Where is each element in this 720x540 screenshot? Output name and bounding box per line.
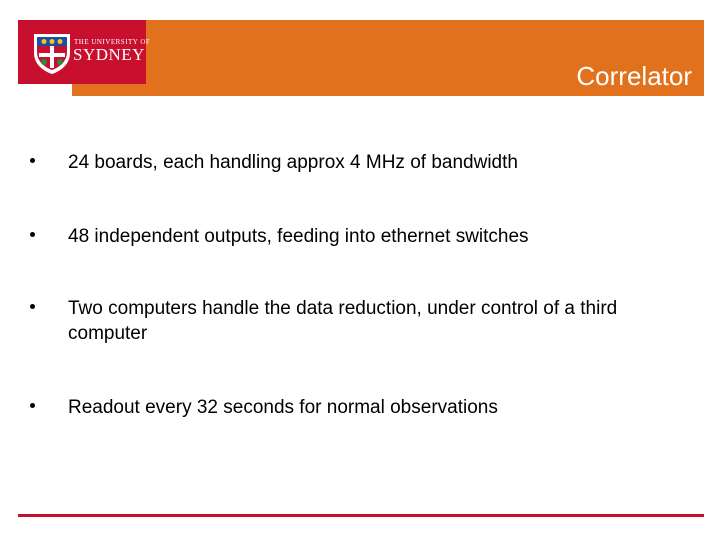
logo-text-big: SYDNEY (73, 45, 145, 64)
university-logo (18, 20, 151, 84)
bullet-icon (30, 232, 35, 237)
logo-text-small: THE UNIVERSITY OF (74, 38, 151, 46)
list-item-text: Two computers handle the data reduction, under control of a third computer (68, 298, 618, 344)
list-item-text: 48 independent outputs, feeding into ethernet switches (68, 226, 529, 247)
bullet-icon (30, 304, 35, 309)
slide-title: Correlator (576, 61, 692, 91)
footer-divider (18, 514, 704, 517)
crest-icon (32, 31, 72, 75)
list-item-text: 24 boards, each handling approx 4 MHz of bandwidth (68, 152, 518, 173)
list-item-text: Readout every 32 seconds for normal observations (68, 397, 498, 418)
bullet-icon (30, 158, 35, 163)
bullet-icon (30, 403, 35, 408)
